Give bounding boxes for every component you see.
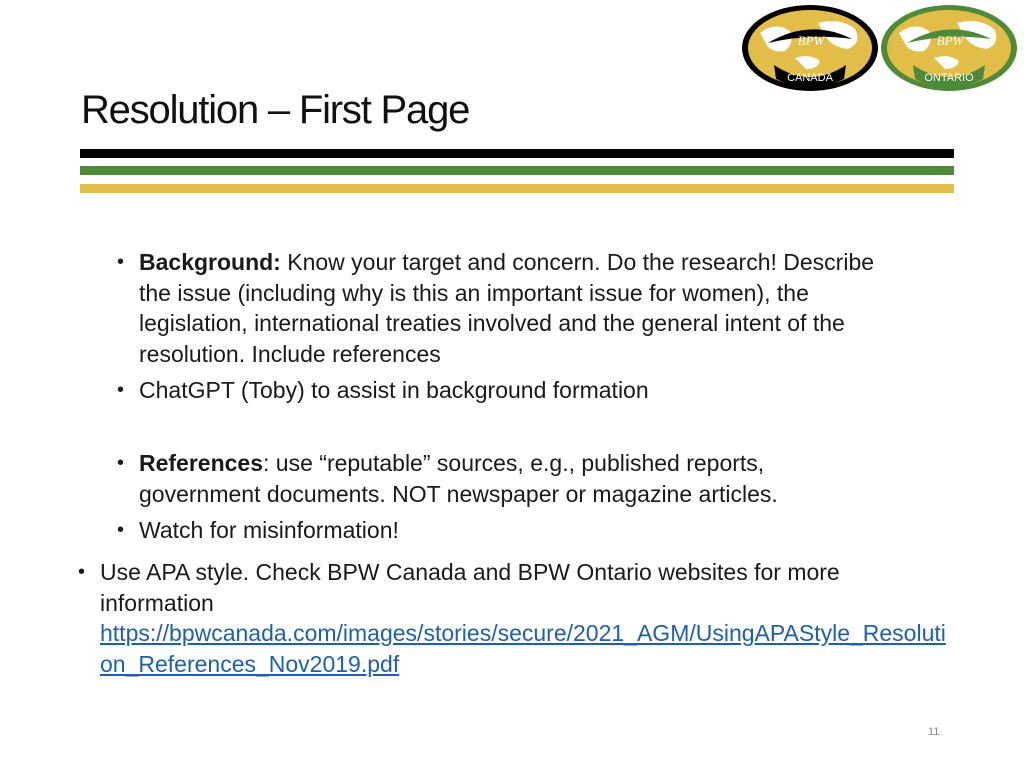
background-text: Know your target and concern. Do the research! Describe the issue (including why is this an important issue for women), the legislation, international treaties involved and the general intent of the resolution. Include references [139, 249, 875, 367]
slide-title: Resolution – First Page [81, 88, 470, 132]
divider-black [80, 149, 954, 158]
bullet-background [117, 247, 879, 369]
bullet-references [117, 448, 879, 509]
bullet-dot: • [117, 519, 125, 541]
references-label: References [139, 450, 264, 476]
bullet-dot: • [117, 379, 125, 401]
bullet-dot: • [117, 452, 125, 474]
bullet-misinformation [117, 515, 859, 546]
references-text: : use “reputable” sources, e.g., published reports, government documents. NOT newspaper or magazine articles. [139, 450, 778, 507]
ontario-label: ONTARIO [924, 72, 974, 84]
background-label: Background: [139, 249, 281, 275]
bullet-chatgpt [117, 375, 859, 406]
divider-green [80, 166, 954, 175]
apa-text: Use APA style. Check BPW Canada and BPW Ontario websites for more information [100, 559, 840, 616]
canada-label: CANADA [787, 72, 833, 84]
bpw-canada-logo [740, 3, 880, 93]
ontario-monogram: BPW [936, 33, 964, 48]
bpw-ontario-logo [879, 3, 1019, 93]
canada-monogram: BPW [797, 33, 825, 48]
bullet-dot: • [78, 561, 86, 583]
divider-gold [80, 184, 954, 193]
bullet-apa [78, 557, 950, 679]
chatgpt-text: ChatGPT (Toby) to assist in background formation [139, 377, 649, 403]
page-number: 11 [928, 726, 940, 738]
bullet-dot: • [117, 251, 125, 273]
apa-reference-link[interactable]: https://bpwcanada.com/images/stories/secure/2021_AGM/UsingAPAStyle_Resolution_References_Nov2019.pdf [100, 620, 946, 677]
misinformation-text: Watch for misinformation! [139, 517, 399, 543]
